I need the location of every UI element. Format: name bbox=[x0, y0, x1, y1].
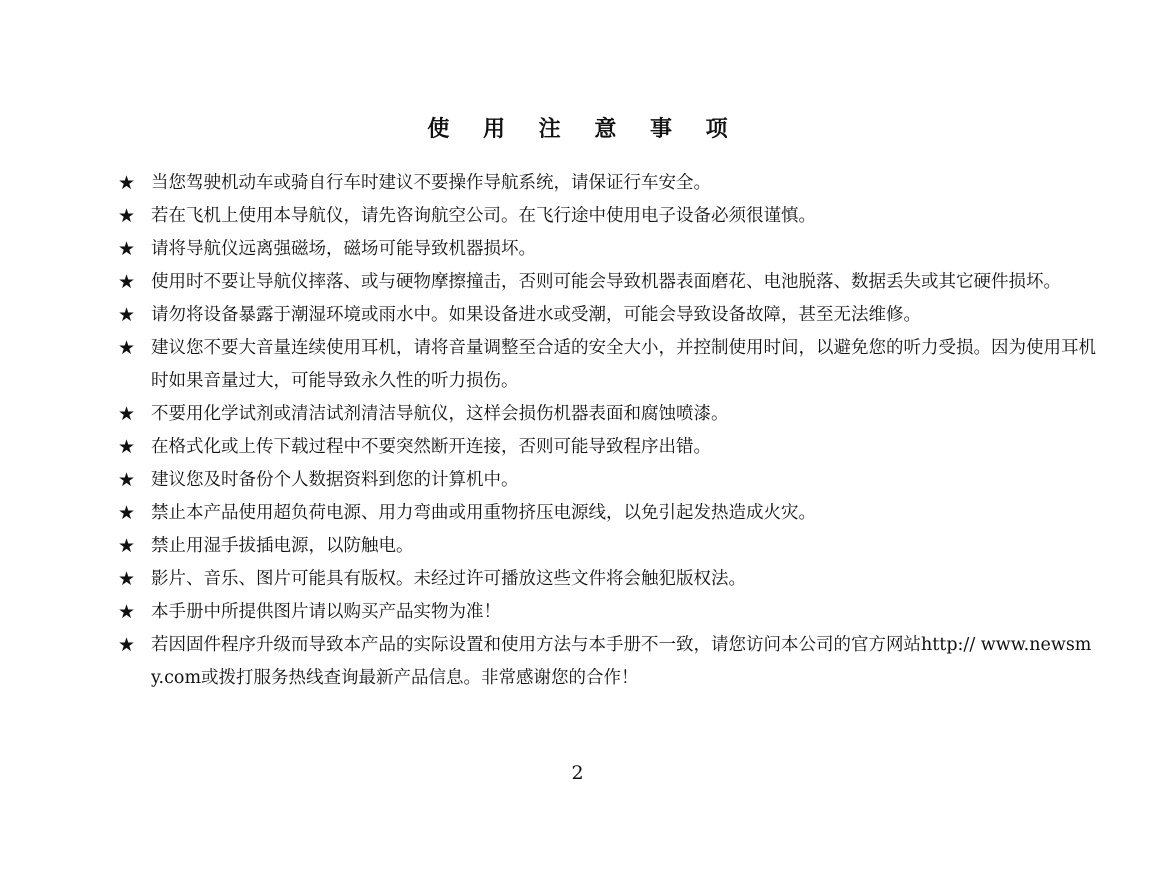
list-item-text: 请将导航仪远离强磁场，磁场可能导致机器损坏。 bbox=[151, 239, 536, 259]
list-item-text: 请勿将设备暴露于潮湿环境或雨水中。如果设备进水或受潮，可能会导致设备故障，甚至无法维修。 bbox=[151, 305, 921, 325]
list-item bbox=[118, 431, 1098, 464]
star-bullet-icon: ★ bbox=[118, 535, 136, 557]
list-item bbox=[118, 233, 1098, 266]
star-bullet-icon: ★ bbox=[118, 634, 136, 656]
star-bullet-icon: ★ bbox=[118, 568, 136, 590]
precautions-list bbox=[118, 167, 1098, 695]
star-bullet-icon: ★ bbox=[118, 238, 136, 260]
list-item bbox=[118, 530, 1098, 563]
list-item-text: 建议您及时备份个人数据资料到您的计算机中。 bbox=[151, 470, 519, 490]
list-item bbox=[118, 200, 1098, 233]
star-bullet-icon: ★ bbox=[118, 337, 136, 359]
list-item-text: 禁止用湿手拔插电源，以防触电。 bbox=[151, 536, 414, 556]
star-bullet-icon: ★ bbox=[118, 403, 136, 425]
list-item-text: 建议您不要大音量连续使用耳机，请将音量调整至合适的安全大小，并控制使用时间，以避免您的听力受损。因为使用耳机时如果音量过大，可能导致永久性的听力损伤。 bbox=[151, 338, 1096, 391]
list-item bbox=[118, 266, 1098, 299]
list-item-text: 若在飞机上使用本导航仪，请先咨询航空公司。在飞行途中使用电子设备必须很谨慎。 bbox=[151, 206, 816, 226]
list-item-text: 若因固件程序升级而导致本产品的实际设置和使用方法与本手册不一致，请您访问本公司的官方网站http:// www.newsmy.com或拨打服务热线查询最新产品信息。非常感谢您的合作！ bbox=[151, 635, 1092, 688]
star-bullet-icon: ★ bbox=[118, 271, 136, 293]
list-item-text: 禁止本产品使用超负荷电源、用力弯曲或用重物挤压电源线，以免引起发热造成火灾。 bbox=[151, 503, 816, 523]
list-item bbox=[118, 497, 1098, 530]
page-number: 2 bbox=[571, 762, 584, 784]
star-bullet-icon: ★ bbox=[118, 601, 136, 623]
list-item bbox=[118, 167, 1098, 200]
star-bullet-icon: ★ bbox=[118, 304, 136, 326]
list-item-text: 本手册中所提供图片请以购买产品实物为准！ bbox=[151, 602, 501, 622]
list-item bbox=[118, 596, 1098, 629]
list-item bbox=[118, 332, 1098, 398]
list-item-text: 使用时不要让导航仪摔落、或与硬物摩擦撞击，否则可能会导致机器表面磨花、电池脱落、数据丢失或其它硬件损坏。 bbox=[151, 272, 1061, 292]
star-bullet-icon: ★ bbox=[118, 469, 136, 491]
list-item bbox=[118, 464, 1098, 497]
star-bullet-icon: ★ bbox=[118, 172, 136, 194]
list-item-text: 当您驾驶机动车或骑自行车时建议不要操作导航系统，请保证行车安全。 bbox=[151, 173, 711, 193]
page-title: 使 用 注 意 事 项 bbox=[427, 116, 741, 142]
list-item-text: 不要用化学试剂或清洁试剂清洁导航仪，这样会损伤机器表面和腐蚀喷漆。 bbox=[151, 404, 729, 424]
star-bullet-icon: ★ bbox=[118, 436, 136, 458]
list-item-text: 在格式化或上传下载过程中不要突然断开连接，否则可能导致程序出错。 bbox=[151, 437, 711, 457]
star-bullet-icon: ★ bbox=[118, 502, 136, 524]
list-item bbox=[118, 563, 1098, 596]
list-item bbox=[118, 398, 1098, 431]
list-item bbox=[118, 299, 1098, 332]
list-item bbox=[118, 629, 1098, 695]
list-item-text: 影片、音乐、图片可能具有版权。未经过许可播放这些文件将会触犯版权法。 bbox=[151, 569, 746, 589]
star-bullet-icon: ★ bbox=[118, 205, 136, 227]
